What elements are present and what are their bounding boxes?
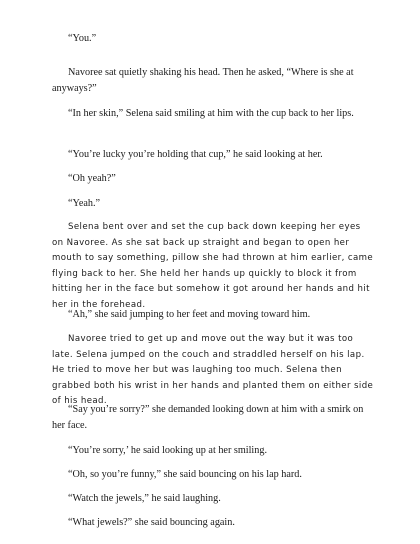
paragraph-1: “You.”: [68, 33, 97, 44]
paragraph-2: Navoree sat quietly shaking his head. Then he asked, “Where is she at anyways?”: [52, 67, 354, 94]
paragraph-7: Selena bent over and set the cup back down keeping her eyes on Navoree. As she sat back up straight and began to open her mouth to say something, pillow she had thrown at him earlier, came flying back to her. She held her hands up quickly to block it from hitting her in the face but somehow it got around her hands and hit her in the forehead.: [52, 222, 374, 310]
paragraph-6: “Yeah.”: [68, 198, 101, 209]
paragraph-14: “What jewels?” she said bouncing again.: [68, 517, 235, 528]
paragraph-3: “In her skin,” Selena said smiling at him with the cup back to her lips.: [68, 108, 354, 119]
paragraph-9: Navoree tried to get up and move out the way but it was too late. Selena jumped on the couch and straddled herself on his lap. He tried to move her but was laughing too much. Selena then grabbed both his wrist in her hands and planted them on either side of his head.: [52, 334, 374, 407]
paragraph-4: “You’re lucky you’re holding that cup,” he said looking at her.: [68, 149, 323, 160]
paragraph-8: “Ah,” she said jumping to her feet and moving toward him.: [68, 309, 311, 320]
paragraph-5: “Oh yeah?”: [68, 173, 116, 184]
paragraph-12: “Oh, so you’re funny,” she said bouncing on his lap hard.: [68, 469, 302, 480]
paragraph-10: “Say you’re sorry?” she demanded looking down at him with a smirk on her face.: [52, 404, 364, 431]
paragraph-11: “You’re sorry,’ he said looking up at her smiling.: [68, 445, 268, 456]
paragraph-13: “Watch the jewels,” he said laughing.: [68, 493, 221, 504]
